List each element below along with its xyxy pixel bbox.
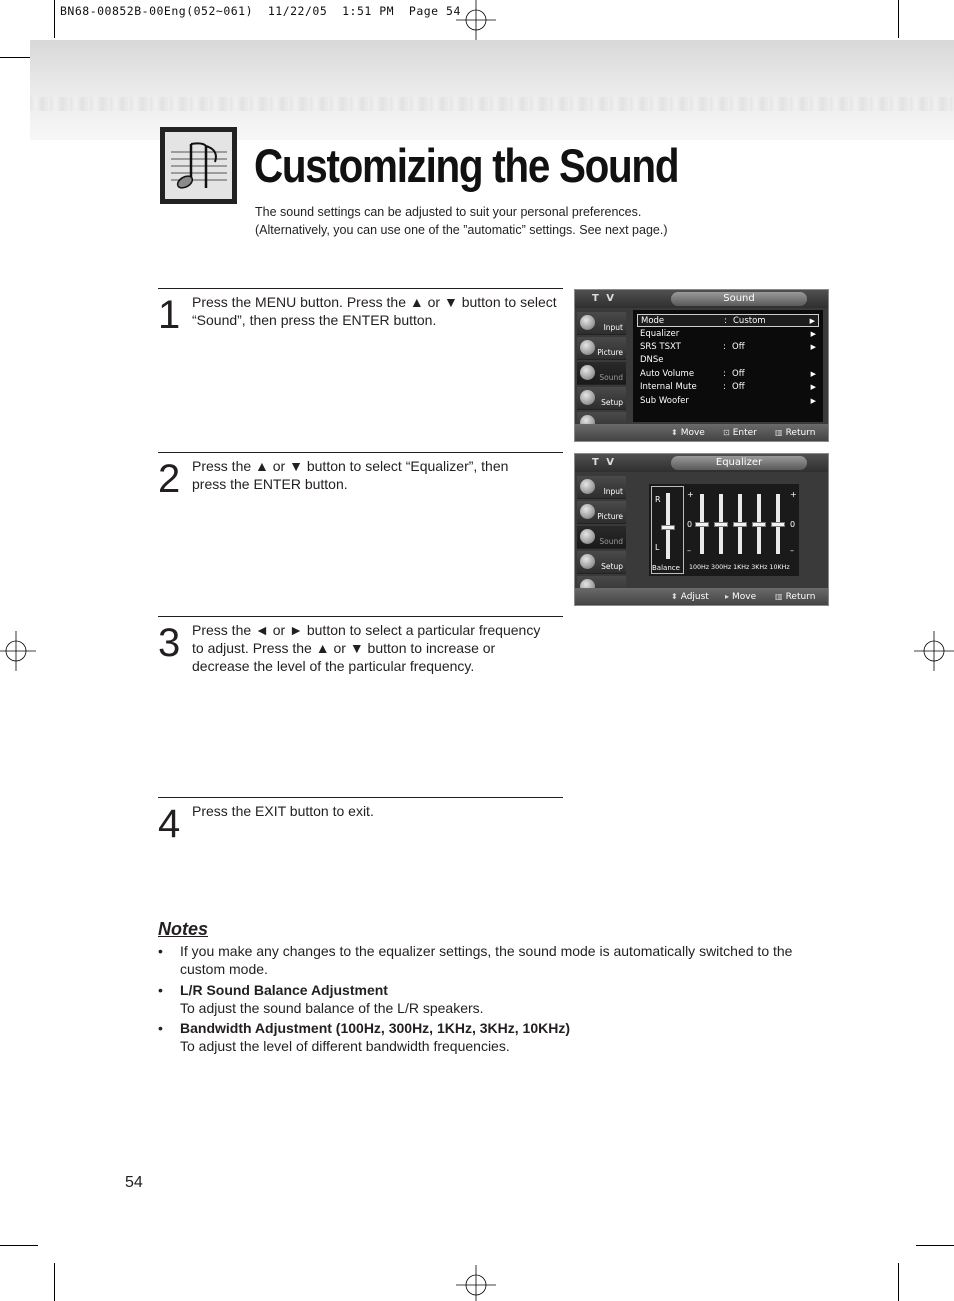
- setup-icon: [580, 390, 595, 405]
- osd-row-auto-volume: Auto Volume : Off ▶: [640, 369, 816, 379]
- osd-row-internal-mute: Internal Mute : Off ▶: [640, 382, 816, 392]
- right-arrow-icon: ▸: [725, 592, 730, 601]
- eq-knob-10khz: [771, 522, 785, 527]
- note-text: To adjust the level of different bandwidth frequencies.: [180, 1038, 510, 1054]
- step-2: [158, 452, 563, 501]
- up-down-arrows-icon: ⬍: [671, 428, 678, 437]
- eq-zero-left: 0: [687, 520, 693, 529]
- picture-icon: [580, 504, 595, 519]
- balance-slider-box: [651, 486, 684, 574]
- registration-mark-icon: [0, 631, 36, 671]
- sound-icon: [580, 529, 595, 544]
- intro-line: The sound settings can be adjusted to suit your personal preferences.: [255, 205, 642, 219]
- osd-footer-adjust: ⬍ Adjust: [671, 592, 709, 602]
- page-title: Customizing the Sound: [254, 139, 679, 192]
- osd-title-bar: [575, 290, 828, 308]
- eq-frequency-labels: 100Hz 300Hz 1KHz 3KHz 10KHz: [689, 564, 790, 571]
- setup-icon: [580, 554, 595, 569]
- eq-knob-100hz: [695, 522, 709, 527]
- osd-side-menu: [575, 472, 627, 592]
- music-notes-icon: [160, 127, 237, 204]
- crop-mark: [916, 1245, 954, 1246]
- osd-row-srs-tsxt: SRS TSXT : Off ▶: [640, 342, 816, 352]
- step-number: 4: [158, 802, 181, 846]
- eq-plus-right: +: [790, 490, 797, 499]
- input-icon: [580, 479, 595, 494]
- step-text: Press the ▲ or ▼ button to select “Equalizer”, then press the ENTER button.: [192, 458, 509, 492]
- note-title: Bandwidth Adjustment (100Hz, 300Hz, 1KHz, 3KHz, 10KHz): [180, 1020, 570, 1036]
- intro-line: (Alternatively, you can use one of the ”automatic” settings. See next page.): [255, 223, 668, 237]
- osd-side-item-sound: Sound: [577, 362, 626, 385]
- crop-mark: [54, 0, 55, 38]
- balance-r-label: R: [655, 495, 661, 504]
- crop-mark: [54, 1263, 55, 1301]
- step-text: Press the EXIT button to exit.: [192, 803, 374, 819]
- osd-row-sub-woofer: Sub Woofer ▶: [640, 396, 816, 406]
- arrow-right-icon: ▶: [809, 317, 815, 325]
- registration-mark-icon: [456, 1265, 496, 1301]
- eq-minus-right: –: [790, 546, 794, 555]
- registration-mark-icon: [456, 0, 496, 40]
- step-number: 1: [158, 293, 181, 337]
- bullet: •: [158, 982, 163, 998]
- osd-side-item-input: Input: [577, 312, 626, 335]
- osd-side-item-sound: Sound: [577, 526, 626, 549]
- balance-knob: [661, 525, 675, 530]
- crop-mark: [898, 0, 899, 38]
- arrow-right-icon: ▶: [810, 383, 816, 391]
- picture-icon: [580, 340, 595, 355]
- osd-sound-list: [633, 310, 823, 422]
- equalizer-panel: [649, 484, 799, 576]
- return-icon: ▥: [775, 592, 783, 601]
- note-text: If you make any changes to the equalizer settings, the sound mode is automatically switched to the custom mode.: [180, 943, 793, 977]
- note-text: To adjust the sound balance of the L/R speakers.: [180, 1000, 484, 1016]
- balance-label: Balance: [652, 564, 680, 572]
- eq-minus-left: –: [687, 546, 691, 555]
- osd-tv-label: T V: [592, 457, 617, 468]
- balance-l-label: L: [655, 543, 660, 552]
- osd-footer-move: ⬍ Move: [671, 428, 705, 438]
- osd-title-bar: [575, 454, 828, 472]
- crop-mark: [0, 1245, 38, 1246]
- osd-side-menu: [575, 308, 627, 428]
- step-text: Press the ◄ or ► button to select a particular frequency to adjust. Press the ▲ or ▼ button to increase or decrease the level of the particular frequency.: [192, 622, 541, 674]
- notes-heading: Notes: [158, 919, 209, 939]
- osd-footer: [575, 424, 828, 441]
- osd-menu-title: Equalizer: [671, 456, 807, 470]
- tv-osd-sound-menu: [574, 289, 829, 442]
- intro-text: [255, 203, 668, 239]
- note-item: [158, 1019, 798, 1057]
- up-down-arrows-icon: ⬍: [671, 592, 678, 601]
- tv-osd-equalizer: [574, 453, 829, 606]
- eq-knob-1khz: [733, 522, 747, 527]
- osd-footer-return: ▥ Return: [775, 428, 816, 438]
- step-number: 3: [158, 621, 181, 665]
- enter-icon: ⊡: [723, 428, 730, 437]
- arrow-right-icon: ▶: [810, 330, 816, 338]
- osd-row-equalizer: Equalizer ▶: [640, 329, 816, 339]
- registration-mark-icon: [914, 631, 954, 671]
- osd-row-dnse: DNSe: [640, 355, 664, 365]
- crop-mark: [898, 1263, 899, 1301]
- arrow-right-icon: ▶: [810, 370, 816, 378]
- input-icon: [580, 315, 595, 330]
- eq-knob-3khz: [752, 522, 766, 527]
- eq-plus-left: +: [687, 490, 694, 499]
- sound-icon: [580, 365, 595, 380]
- header-banner-texture: [30, 97, 954, 111]
- print-slug-line: BN68-00852B-00Eng(052~061) 11/22/05 1:51 PM Page 54: [60, 4, 461, 18]
- note-item: [158, 981, 798, 1019]
- osd-tv-label: T V: [592, 293, 617, 304]
- eq-zero-right: 0: [790, 520, 796, 529]
- note-title: L/R Sound Balance Adjustment: [180, 982, 388, 998]
- step-4: [158, 797, 563, 846]
- eq-knob-300hz: [714, 522, 728, 527]
- osd-side-item-input: Input: [577, 476, 626, 499]
- bullet: •: [158, 943, 163, 959]
- osd-footer-enter: ⊡ Enter: [723, 428, 757, 438]
- step-3: [158, 616, 563, 674]
- arrow-right-icon: ▶: [810, 343, 816, 351]
- osd-row-mode: Mode : Custom ▶: [637, 314, 819, 327]
- note-item: [158, 942, 798, 982]
- return-icon: ▥: [775, 428, 783, 437]
- step-number: 2: [158, 457, 181, 501]
- bullet: •: [158, 1020, 163, 1036]
- osd-footer: [575, 588, 828, 605]
- osd-side-item-picture: Picture: [577, 337, 626, 360]
- header-banner: [30, 40, 954, 140]
- osd-side-item-setup: Setup: [577, 387, 626, 410]
- page-number: 54: [125, 1174, 143, 1191]
- step-text: Press the MENU button. Press the ▲ or ▼ button to select “Sound”, then press the ENTER button.: [192, 294, 557, 328]
- osd-side-item-setup: Setup: [577, 551, 626, 574]
- arrow-right-icon: ▶: [810, 397, 816, 405]
- osd-footer-return: ▥ Return: [775, 592, 816, 602]
- osd-footer-move: ▸ Move: [725, 592, 757, 602]
- step-1: [158, 288, 563, 337]
- osd-menu-title: Sound: [671, 292, 807, 306]
- osd-side-item-picture: Picture: [577, 501, 626, 524]
